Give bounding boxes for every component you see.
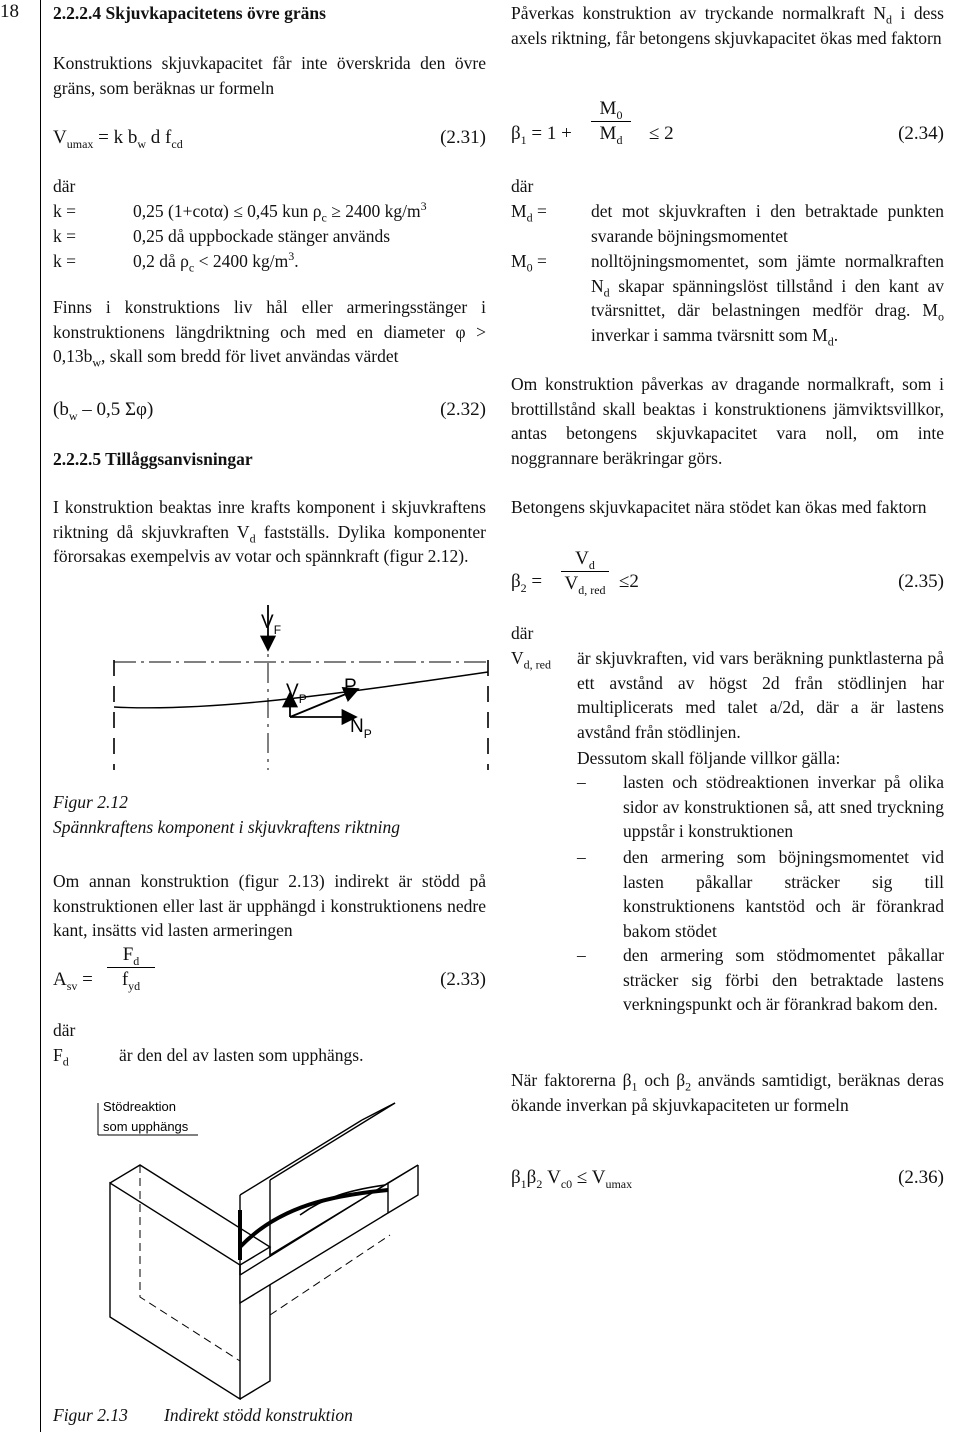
- p-label: P: [344, 676, 357, 697]
- np-label: $N_P$: [350, 716, 372, 741]
- md-definition: $M_d$ = det mot skjuvkraften i den betraktade punkten svarande böjningsmomentet: [511, 201, 944, 246]
- fig13-label-line1: Stödreaktion: [103, 1099, 176, 1114]
- tryck-paragraph: Påverkas konstruktion av tryckande normalkraft $N_d$ i dess axels riktning, får betongens skjuvkapacitet ökas med faktorn: [511, 3, 944, 48]
- vdred-definition: $V_{d, red}$ är skjuvkraften, vid vars beräkning punktlasterna på ett avstånd av högst 2d från stödlinjen har multiplicerats med talet a/2d, där a är lastens avstånd från stödlinjen.: [511, 648, 944, 742]
- stod-paragraph: Betongens skjuvkapacitet nära stödet kan ökas med faktorn: [511, 497, 927, 517]
- m0-definition: $M_0$ = nolltöjningsmomentet, som jämte normalkraften $N_d$ skapar spänningslöst tillstånd i den kant av tvärsnittet, där belastningen medför drag. $M_o$ inverkar i samma tvärsnitt som $M_d$.: [511, 251, 944, 348]
- equation-number: (2.31): [440, 127, 486, 148]
- equation-2-32: ($b_w - 0,5$ Σφ) (2.32): [53, 396, 486, 424]
- dar-label: där: [53, 176, 76, 196]
- figure-2-13-label: Figur 2.13: [53, 1405, 128, 1425]
- equation-2-31: $V_{umax} = k$ $b_w$ d $f_{cd}$ (2.31): [53, 124, 486, 152]
- section-heading-2-2-2-5: 2.2.2.5 Tillåggsanvisningar: [53, 449, 253, 469]
- equation-number: (2.35): [898, 571, 944, 592]
- villkor-item-3: – den armering som stödmomentet påkallar sträcker sig förbi den betraktade lastens verkningspunkt och är förankrad bakom den.: [577, 945, 944, 1014]
- page-number: 18: [0, 1, 19, 22]
- margin-rule: [40, 0, 41, 1432]
- figure-2-12-text: Spännkraftens komponent i skjuvkraftens riktning: [53, 816, 401, 837]
- villkor-item-2: – den armering som böjningsmomentet vid lasten påkallar sträcker sig till konstruktionens kantstöd och är förankrad bakom stödet: [577, 847, 944, 941]
- equation-number: (2.33): [440, 969, 486, 990]
- equation-2-34: $\beta_1 = 1$ + $M_0$ $M_d$ ≤ 2 (2.34): [511, 98, 944, 147]
- drag-paragraph: Om konstruktion påverkas av dragande normalkraft, som i brottillstånd skall beaktas i konstruktionens jämviktsvillkor, antas betongens skjuvkapacitet vara noll, om inte noggrannare beräkringar görs.: [511, 374, 944, 468]
- figure-2-12-label: Figur 2.12: [53, 792, 128, 812]
- villkor-item-1: – lasten och stödreaktionen inverkar på olika sidor av konstruktionen så, att sned tryckning uppstår i konstruktionen: [577, 772, 944, 841]
- figure-2-13-text: Indirekt stödd konstruktion: [164, 1405, 353, 1425]
- fig13-label-line2: som upphängs: [103, 1119, 189, 1134]
- k-line-1: k = 0,25 (1+cotα) ≤ 0,45 kun $\rho_c \ge 2400$ $kg/m^3$: [53, 199, 427, 225]
- equation-number: (2.36): [898, 1167, 944, 1188]
- figure-2-12: [100, 600, 500, 775]
- villkor-intro: Dessutom skall följande villkor gälla:: [577, 748, 841, 768]
- vf-label: $V_F$: [261, 612, 282, 637]
- equation-2-35: $\beta_2$ = $V_d$ $V_{d, red}$ ≤2 (2.35): [511, 548, 944, 597]
- equation-number: (2.34): [898, 123, 944, 144]
- equation-2-33: $A_{sv}$ = $F_d$ $f_{yd}$ (2.33): [53, 944, 486, 993]
- annan-konstruktion-paragraph: Om annan konstruktion (figur 2.13) indirekt är stödd på konstruktionen eller last är upphängd i konstruktionens nedre kant, insätts vid lasten armeringen: [53, 871, 486, 940]
- vp-label: $V_P$: [286, 681, 307, 706]
- k-line-2: k = 0,25 då uppbockade stänger används: [53, 226, 391, 246]
- fd-definition: $F_d$ är den del av lasten som upphängs.: [53, 1045, 364, 1069]
- dar-label: där: [511, 176, 534, 196]
- inre-krafts-paragraph: I konstruktion beaktas inre krafts komponent i skjuvkraftens riktning då skjuvkraften $V_d$ fastställs. Dylika komponenter förorsakas exempelvis av votar och spännkraft (figur 2.12).: [53, 497, 486, 566]
- dar-label-2: där: [53, 1020, 76, 1040]
- figure-2-12-caption: [53, 790, 486, 839]
- section-heading-2-2-2-4: 2.2.2.4 Skjuvkapacitetens övre gräns: [53, 3, 326, 23]
- k-line-3: k = 0,2 då $\rho_c < 2400$ $kg/m^3$.: [53, 249, 299, 275]
- equation-number: (2.32): [440, 399, 486, 420]
- holes-paragraph: Finns i konstruktions liv hål eller armeringsstänger i konstruktionens längdriktning och med en diameter $\varphi > 0,13b_w$, skall som bredd för livet användas värdet: [53, 297, 486, 370]
- intro-paragraph: Konstruktions skjuvkapacitet får inte överskrida den övre gräns, som beräknas ur formeln: [53, 53, 486, 98]
- equation-2-36: $\beta_1\beta_2$ $V_{c0} \le V_{umax}$ (2.36): [511, 1164, 944, 1192]
- samtidigt-paragraph: När faktorerna $\beta_1$ och $\beta_2$ används samtidigt, beräknas deras ökande inverkan på skjuvkapaciteten ur formeln: [511, 1070, 944, 1115]
- dar-label-2: där: [511, 623, 534, 643]
- figure-2-13: [90, 1085, 490, 1400]
